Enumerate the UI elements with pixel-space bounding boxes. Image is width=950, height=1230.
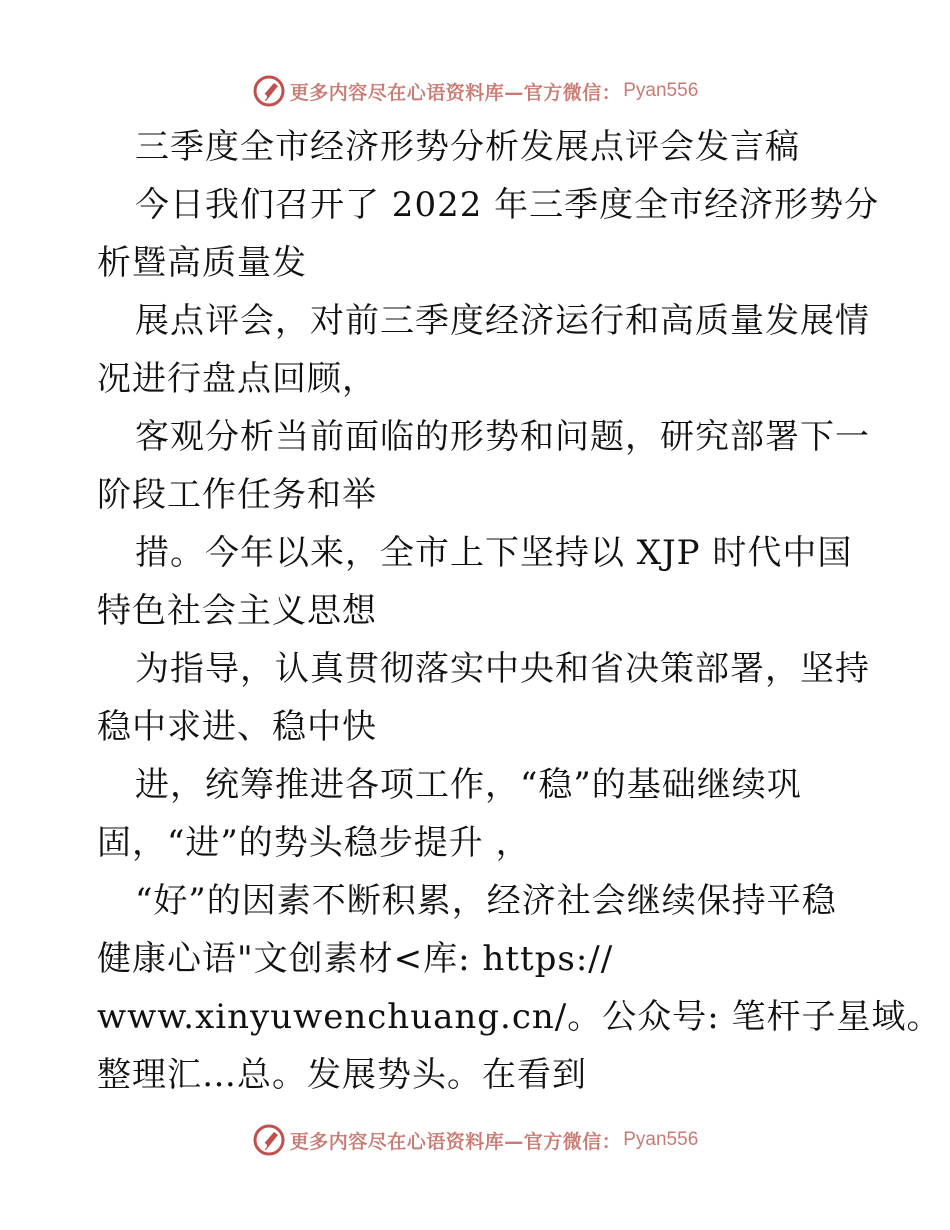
paragraph-line: 特色社会主义思想 xyxy=(97,591,377,631)
paragraph-line: 整理汇…总。发展势头。在看到 xyxy=(97,1055,587,1095)
paragraph-line: 客观分析当前面临的形势和问题，研究部署下一 xyxy=(135,417,870,457)
watermark-text: 更多内容尽在心语资料库—官方微信： xyxy=(289,81,622,104)
logo-icon xyxy=(252,74,286,108)
paragraph-line: 析暨高质量发 xyxy=(97,243,307,283)
paragraph-line: www.xinyuwenchuang.cn/。公众号: 笔杆子星域。 xyxy=(97,997,942,1037)
paragraph-line: 展点评会，对前三季度经济运行和高质量发展情 xyxy=(135,301,870,341)
paragraph-line: 为指导，认真贯彻落实中央和省决策部署，坚持 xyxy=(135,649,870,689)
paragraph-line: 措。今年以来，全市上下坚持以 XJP 时代中国 xyxy=(135,533,853,573)
paragraph-line: “好”的因素不断积累，经济社会继续保持平稳 xyxy=(135,881,837,921)
paragraph-line: 阶段工作任务和举 xyxy=(97,475,377,515)
watermark-handle: Pyan556 xyxy=(623,1129,699,1150)
paragraph-line: 今日我们召开了 2022 年三季度全市经济形势分 xyxy=(135,185,880,225)
paragraph-line: 固，“进”的势头稳步提升 ， xyxy=(97,823,531,863)
document-body xyxy=(97,118,942,1104)
watermark-header xyxy=(0,71,950,111)
watermark-text: 更多内容尽在心语资料库—官方微信： xyxy=(289,1130,622,1153)
paragraph-line: 健康心语"文创素材<库: https:// xyxy=(97,939,614,979)
paragraph-line: 况进行盘点回顾， xyxy=(97,359,377,399)
document-title: 三季度全市经济形势分析发展点评会发言稿 xyxy=(135,127,800,167)
watermark-footer xyxy=(0,1120,950,1160)
logo-icon xyxy=(252,1123,286,1157)
watermark-handle: Pyan556 xyxy=(623,80,699,101)
paragraph-line: 稳中求进、稳中快 xyxy=(97,707,377,747)
paragraph-line: 进，统筹推进各项工作，“稳”的基础继续巩 xyxy=(135,765,802,805)
